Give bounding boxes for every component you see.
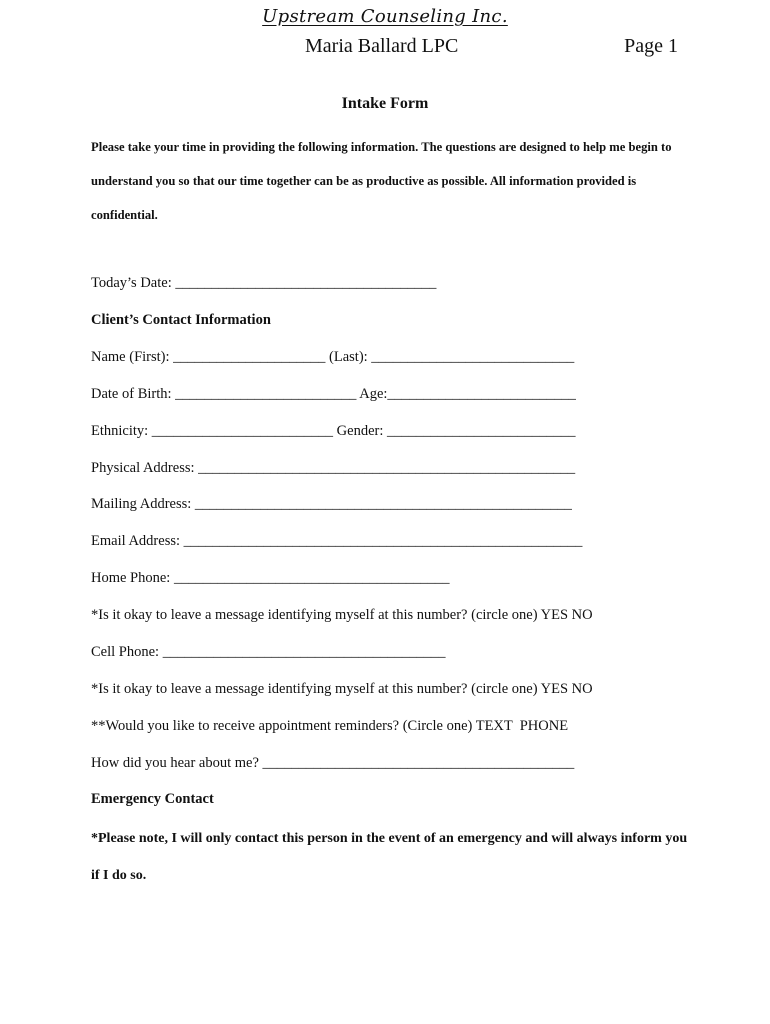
contact-section-heading: Client’s Contact Information <box>91 312 271 328</box>
cell-phone-field[interactable]: Cell Phone: _______________________________________ <box>91 644 446 660</box>
email-address-field[interactable]: Email Address: _______________________________________________________ <box>91 533 583 549</box>
form-title: Intake Form <box>341 95 429 112</box>
dob-age-field[interactable]: Date of Birth: _________________________ Age:__________________________ <box>91 386 576 402</box>
intro-paragraph: Please take your time in providing the following information. The questions are designed to help me begin to understand you so that our time together can be as productive as possible. All information provided is confidential. <box>91 140 672 222</box>
home-message-question[interactable]: *Is it okay to leave a message identifying myself at this number? (circle one) YES NO <box>91 607 593 623</box>
name-field[interactable]: Name (First): _____________________ (Last): ____________________________ <box>91 349 575 365</box>
cell-message-question[interactable]: *Is it okay to leave a message identifying myself at this number? (circle one) YES NO <box>91 681 593 697</box>
mailing-address-field[interactable]: Mailing Address: ____________________________________________________ <box>91 496 572 512</box>
practice-name-logo: Upstream Counseling Inc. <box>262 6 508 27</box>
emergency-note: *Please note, I will only contact this person in the event of an emergency and will always inform you if I do so. <box>91 831 688 883</box>
reminders-question[interactable]: **Would you like to receive appointment reminders? (Circle one) TEXT PHONE <box>91 718 569 734</box>
ethnicity-gender-field[interactable]: Ethnicity: _________________________ Gender: __________________________ <box>91 423 576 439</box>
emergency-section-heading: Emergency Contact <box>91 791 214 807</box>
page-number: Page 1 <box>624 35 678 57</box>
todays-date-field[interactable]: Today’s Date: ____________________________________ <box>91 275 437 291</box>
counselor-name: Maria Ballard LPC <box>305 35 459 57</box>
referral-field[interactable]: How did you hear about me? ___________________________________________ <box>91 755 575 771</box>
home-phone-field[interactable]: Home Phone: ______________________________________ <box>91 570 450 586</box>
physical-address-field[interactable]: Physical Address: ____________________________________________________ <box>91 460 576 476</box>
